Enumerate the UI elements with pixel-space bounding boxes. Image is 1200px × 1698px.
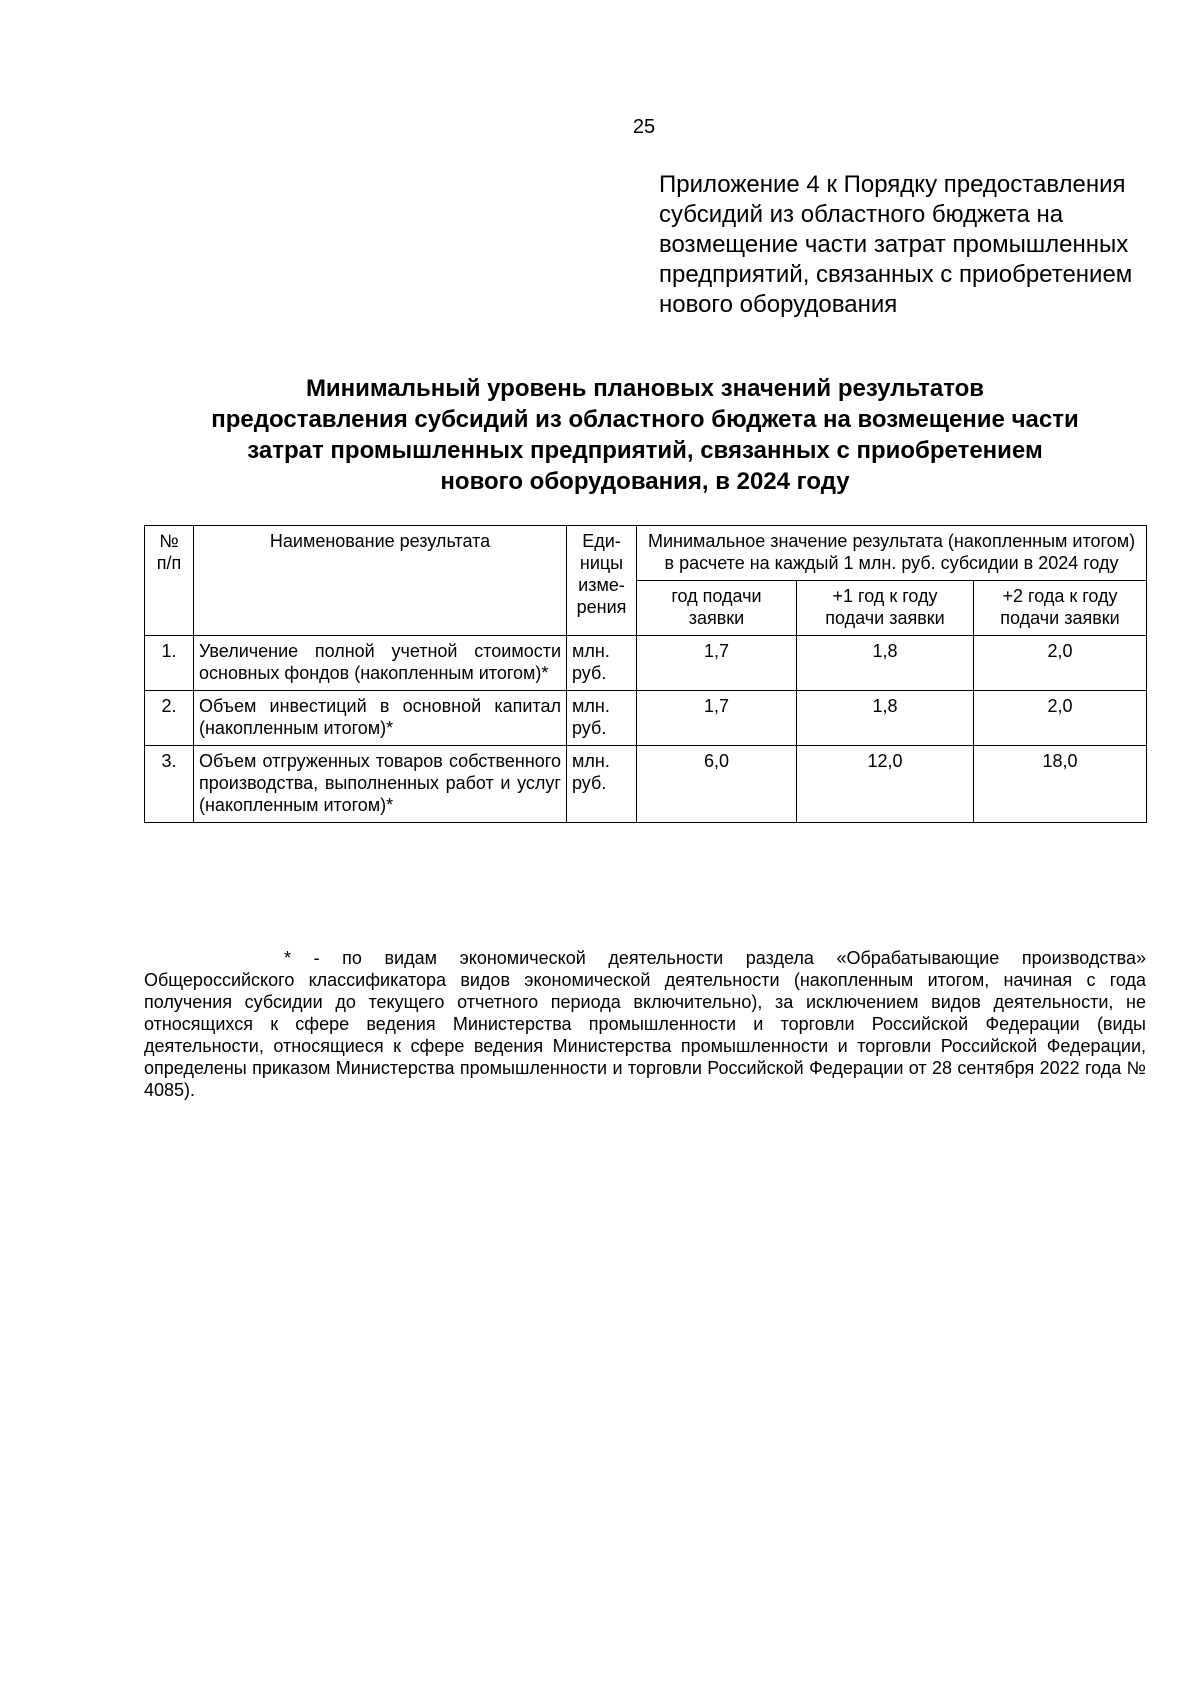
header-plus-two-years: +2 года к году подачи заявки bbox=[974, 581, 1147, 636]
table-row bbox=[145, 691, 1147, 746]
row-value-plus-one: 1,8 bbox=[797, 636, 974, 691]
title-line: предоставления субсидий из областного бюджета на возмещение части bbox=[211, 406, 1079, 433]
row-unit: млн. руб. bbox=[567, 691, 637, 746]
title-line: Минимальный уровень плановых значений результатов bbox=[305, 375, 985, 402]
header-result-name: Наименование результата bbox=[194, 526, 567, 636]
document-title bbox=[120, 373, 1170, 497]
header-year-of-application: год подачи заявки bbox=[637, 581, 797, 636]
row-value-plus-one: 1,8 bbox=[797, 691, 974, 746]
title-line: затрат промышленных предприятий, связанных с приобретением bbox=[247, 437, 1043, 464]
row-value-plus-two: 2,0 bbox=[974, 636, 1147, 691]
header-num: № п/п bbox=[145, 526, 194, 636]
table-row bbox=[145, 746, 1147, 823]
row-unit: млн. руб. bbox=[567, 746, 637, 823]
row-result-name: Увеличение полной учетной стоимости основных фондов (накопленным итогом)* bbox=[194, 636, 567, 691]
header-unit: Еди-ницы изме-рения bbox=[567, 526, 637, 636]
row-num: 1. bbox=[145, 636, 194, 691]
page-number: 25 bbox=[632, 116, 656, 138]
row-unit: млн. руб. bbox=[567, 636, 637, 691]
header-min-value: Минимальное значение результата (накопленным итогом) в расчете на каждый 1 млн. руб. субсидии в 2024 году bbox=[637, 526, 1147, 581]
row-num: 2. bbox=[145, 691, 194, 746]
row-result-name: Объем инвестиций в основной капитал (накопленным итогом)* bbox=[194, 691, 567, 746]
footnote: * - по видам экономической деятельности раздела «Обрабатывающие производства» Общероссийского классификатора видов экономической деятельности (накопленным итогом, начиная с года получения субсидии до текущего отчетного периода включительно), за исключением видов деятельности, не относящихся к сфере ведения Министерства промышленности и торговли Российской Федерации (виды деятельности, относящиеся к сфере ведения Министерства промышленности и торговли Российской Федерации, определены приказом Министерства промышленности и торговли Российской Федерации от 28 сентября 2022 года № 4085). bbox=[144, 948, 1146, 1100]
row-result-name: Объем отгруженных товаров собственного производства, выполненных работ и услуг (накопленным итогом)* bbox=[194, 746, 567, 823]
row-num: 3. bbox=[145, 746, 194, 823]
appendix-reference: Приложение 4 к Порядку предоставления субсидий из областного бюджета на возмещение части затрат промышленных предприятий, связанных с приобретением нового оборудования bbox=[659, 171, 1133, 318]
row-value-plus-two: 2,0 bbox=[974, 691, 1147, 746]
header-plus-one-year: +1 год к году подачи заявки bbox=[797, 581, 974, 636]
table-row bbox=[145, 636, 1147, 691]
title-line: нового оборудования, в 2024 году bbox=[440, 468, 850, 495]
table-header-row bbox=[145, 526, 1147, 581]
row-value-year: 6,0 bbox=[637, 746, 797, 823]
row-value-plus-two: 18,0 bbox=[974, 746, 1147, 823]
row-value-year: 1,7 bbox=[637, 691, 797, 746]
row-value-year: 1,7 bbox=[637, 636, 797, 691]
row-value-plus-one: 12,0 bbox=[797, 746, 974, 823]
results-table bbox=[144, 525, 1147, 823]
